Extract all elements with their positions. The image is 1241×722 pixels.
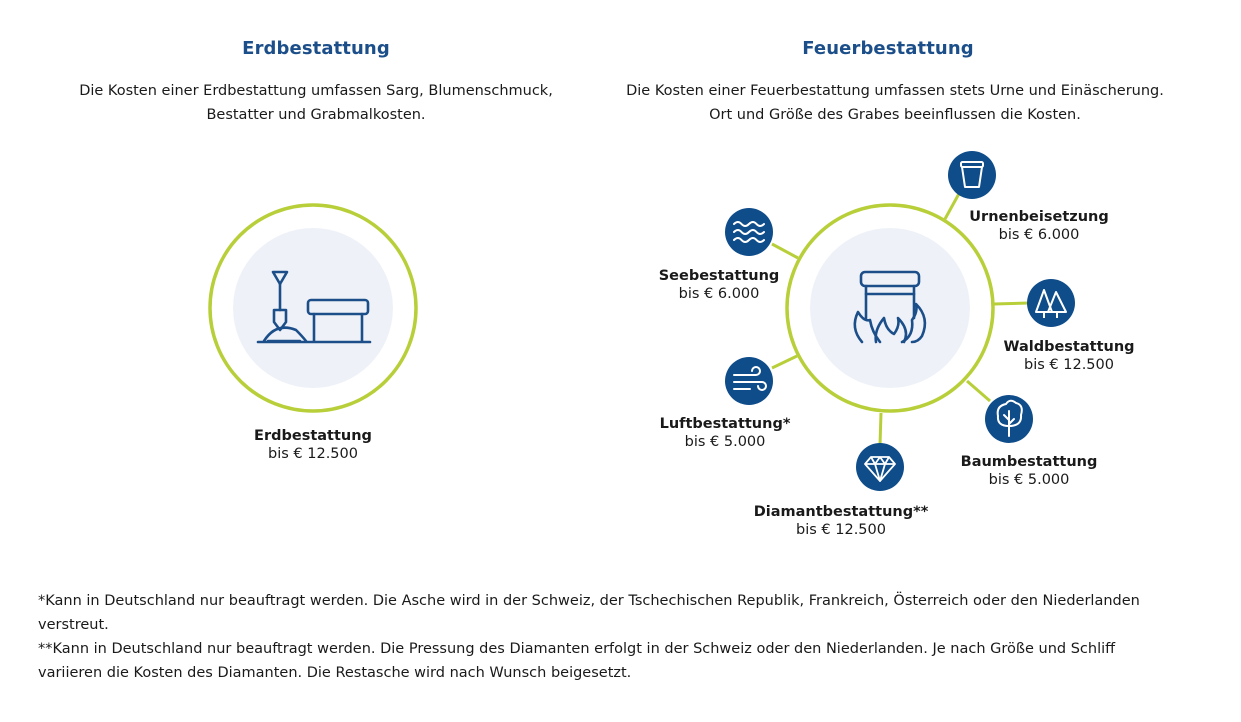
option-price: bis € 6.000 bbox=[678, 286, 760, 302]
option-price: bis € 5.000 bbox=[684, 434, 766, 450]
option-baumbestattung bbox=[929, 453, 1129, 489]
option-seebestattung bbox=[619, 267, 819, 303]
option-waldbestattung bbox=[969, 338, 1169, 374]
connector-luftbestattung bbox=[772, 356, 797, 368]
diamond-icon bbox=[856, 443, 904, 491]
wind-icon bbox=[725, 357, 773, 405]
item-name: Erdbestattung bbox=[254, 428, 372, 444]
connector-seebestattung bbox=[772, 244, 798, 258]
option-name: Waldbestattung bbox=[1003, 339, 1135, 355]
option-price: bis € 12.500 bbox=[796, 522, 886, 538]
option-urnenbeisetzung bbox=[939, 208, 1139, 244]
footnotes bbox=[38, 589, 1148, 685]
urn-icon bbox=[948, 151, 996, 199]
option-name: Luftbestattung* bbox=[659, 416, 791, 432]
option-price: bis € 5.000 bbox=[988, 472, 1070, 488]
left-title: Erdbestattung bbox=[242, 38, 390, 59]
footnote-2: **Kann in Deutschland nur beauftragt werden. Die Pressung des Diamanten erfolgt in der Schweiz oder den Niederlanden. Je nach Größe und Schliff variieren die Kosten des Diamanten. Die Restasche wird nach Wunsch beigesetzt. bbox=[38, 641, 1116, 681]
right-title: Feuerbestattung bbox=[802, 38, 974, 59]
option-diamantbestattung bbox=[731, 503, 951, 539]
connector-diamantbestattung bbox=[880, 413, 881, 445]
left-description-line: Bestatter und Grabmalkosten. bbox=[206, 107, 426, 123]
option-name: Diamantbestattung** bbox=[753, 504, 929, 520]
left-description-line: Die Kosten einer Erdbestattung umfassen Sarg, Blumenschmuck, bbox=[79, 83, 553, 99]
pine-trees-icon bbox=[1027, 279, 1075, 327]
option-luftbestattung bbox=[625, 415, 825, 451]
tree-icon bbox=[985, 395, 1033, 443]
connector-waldbestattung bbox=[994, 303, 1029, 304]
footnote-1: *Kann in Deutschland nur beauftragt werden. Die Asche wird in der Schweiz, der Tschechischen Republik, Frankreich, Österreich oder den Niederlanden verstreut. bbox=[38, 593, 1140, 633]
option-price: bis € 6.000 bbox=[998, 227, 1080, 243]
right-inner-circle bbox=[810, 228, 970, 388]
option-name: Urnenbeisetzung bbox=[969, 209, 1109, 225]
option-price: bis € 12.500 bbox=[1024, 357, 1114, 373]
option-name: Seebestattung bbox=[658, 268, 780, 284]
waves-icon bbox=[725, 208, 773, 256]
left-item-label bbox=[213, 427, 413, 463]
connector-baumbestattung bbox=[967, 381, 990, 401]
right-description-line: Die Kosten einer Feuerbestattung umfassen stets Urne und Einäscherung. bbox=[626, 83, 1164, 99]
item-price: bis € 12.500 bbox=[268, 446, 358, 462]
right-description-line: Ort und Größe des Grabes beeinflussen die Kosten. bbox=[709, 107, 1081, 123]
option-name: Baumbestattung bbox=[960, 454, 1098, 470]
